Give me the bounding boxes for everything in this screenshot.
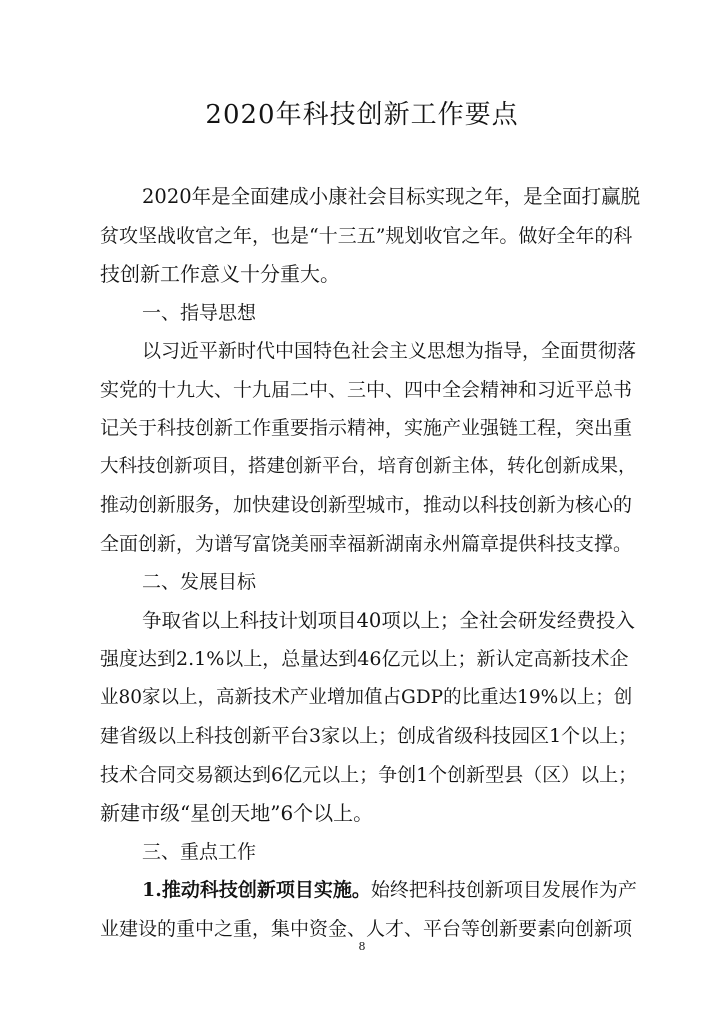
section1-line: 记关于科技创新工作重要指示精神，实施产业强链工程，突出重 <box>100 417 633 439</box>
section-heading-key-work: 三、重点工作 <box>142 840 257 863</box>
section1-line: 推动创新服务，加快建设创新型城市，推动以科技创新为核心的 <box>100 494 633 516</box>
section2-line: 新建市级“星创天地”6个以上。 <box>100 801 374 825</box>
intro-line: 技创新工作意义十分重大。 <box>100 262 340 286</box>
key-work-item-1 <box>100 871 640 910</box>
key-work-item-1-text: 始终把科技创新项目发展作为产 <box>370 879 637 901</box>
document-body <box>100 178 640 948</box>
section2-line: 技术合同交易额达到6亿元以上；争创1个创新型县（区）以上； <box>100 763 638 786</box>
section2-line: 强度达到2.1%以上，总量达到46亿元以上；新认定高新技术企 <box>100 648 629 670</box>
section1-line: 大科技创新项目，搭建创新平台，培育创新主体，转化创新成果， <box>100 455 637 477</box>
document-title: 2020年科技创新工作要点 <box>205 100 519 130</box>
intro-line: 2020年是全面建成小康社会目标实现之年，是全面打赢脱 <box>142 185 641 208</box>
section-heading-guiding-ideology: 一、指导思想 <box>142 301 257 324</box>
section1-line: 实党的十九大、十九届二中、三中、四中全会精神和习近平总书 <box>100 378 633 401</box>
page-number: 8 <box>358 940 366 953</box>
section-heading-development-goals: 二、发展目标 <box>142 571 257 593</box>
key-work-item-1-label: 1.推动科技创新项目实施。 <box>142 879 371 901</box>
section1-line: 全面创新，为谱写富饶美丽幸福新湖南永州篇章提供科技支撑。 <box>100 532 633 555</box>
intro-line: 贫攻坚战收官之年，也是“十三五”规划收官之年。做好全年的科 <box>100 224 633 247</box>
section2-line: 建省级以上科技创新平台3家以上；创成省级科技园区1个以上； <box>100 725 638 747</box>
section1-line: 以习近平新时代中国特色社会主义思想为指导，全面贯彻落 <box>142 340 637 362</box>
section2-line: 业80家以上，高新技术产业增加值占GDP的比重达19%以上；创 <box>100 686 633 708</box>
section2-line: 争取省以上科技计划项目40项以上；全社会研发经费投入 <box>142 608 635 632</box>
key-work-item-1-continuation: 业建设的重中之重，集中资金、人才、平台等创新要素向创新项 <box>100 917 633 940</box>
